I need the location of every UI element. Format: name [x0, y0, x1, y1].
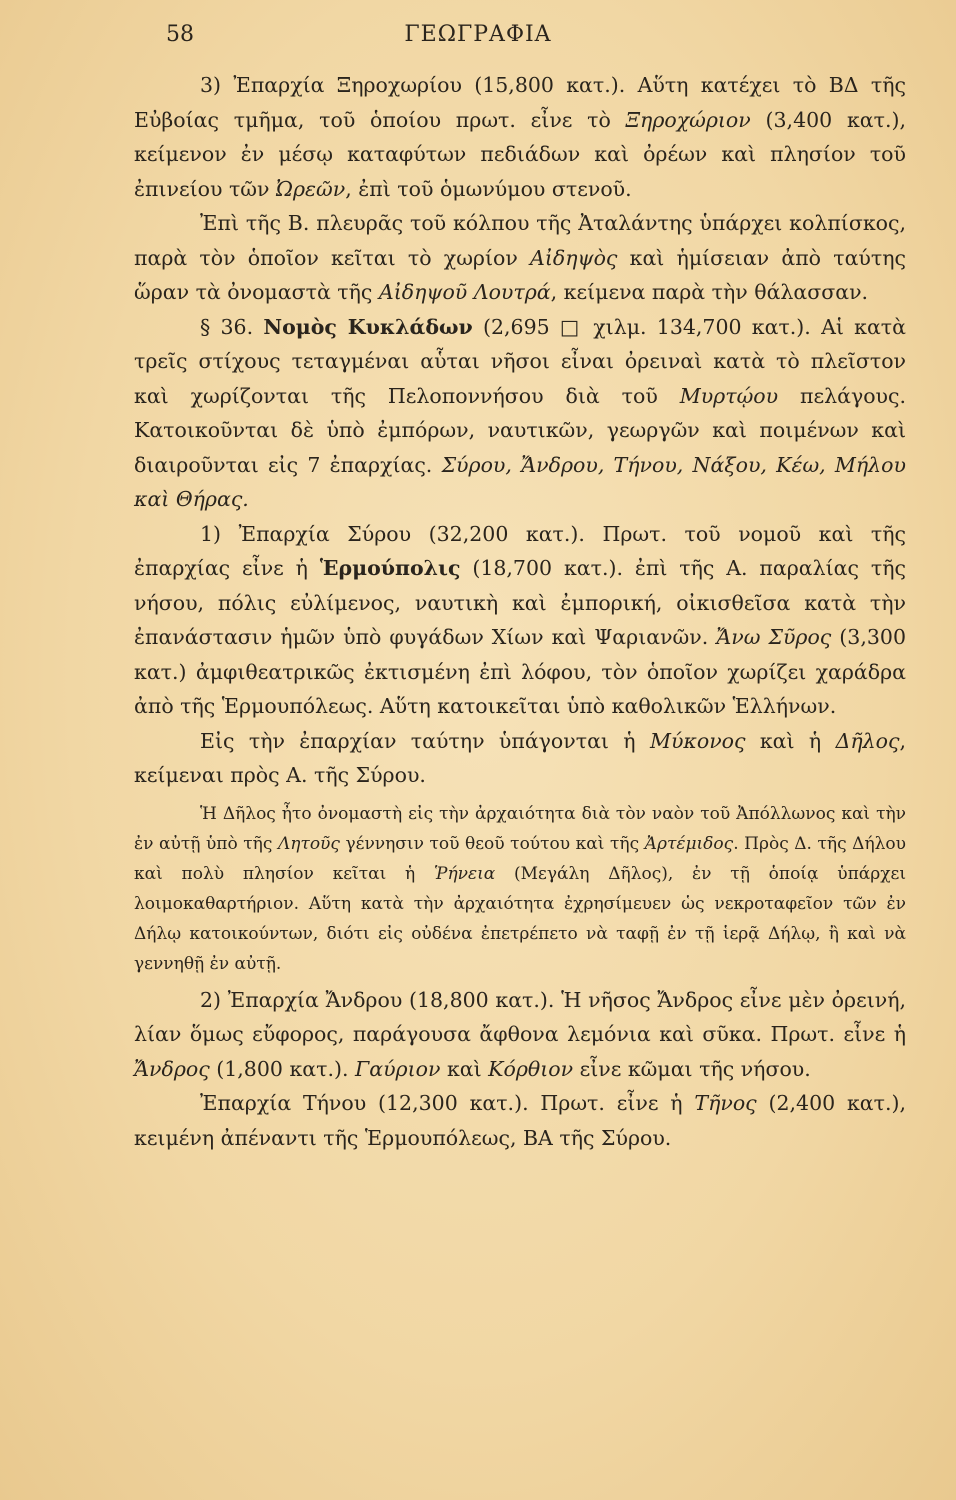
paragraph-tinos: Ἐπαρχία Τήνου (12,300 κατ.). Πρωτ. εἶνε ἡ Τῆνος (2,400 κατ.), κειμένη ἀπέναντι τῆς Ἑρμουπόλεως, ΒΑ τῆς Σύρου. [134, 1091, 907, 1150]
running-head: ΓΕΩΓΡΑΦΙΑ [404, 22, 552, 47]
section-heading: Νομὸς Κυκλάδων [263, 314, 473, 339]
note-delos: Ἡ Δῆλος ἦτο ὀνομαστὴ εἰς τὴν ἀρχαιότητα διὰ τὸν ναὸν τοῦ Ἀπόλλωνος καὶ τὴν ἐν αὐτῇ ὑπὸ τῆς Λητοῦς γέννησιν τοῦ θεοῦ τούτου καὶ τῆς Ἀρτέμιδος. Πρὸς Δ. τῆς Δήλου καὶ πολὺ πλησίον κεῖται ἡ Ῥήνεια (Μεγάλη Δῆλος), ἐν τῇ ὁποίᾳ ὑπάρχει λοιμοκαθαρτήριον. Αὕτη κατὰ τὴν ἀρχαιότητα ἐχρησίμευεν ὡς νεκροταφεῖον τῶν ἐν Δήλῳ κατοικούντων, διότι εἰς οὐδένα ἐπετρέπετο νὰ ταφῇ ἐν τῇ ἱερᾷ Δήλῳ, ἢ καὶ νὰ γεννηθῇ ἐν αὐτῇ. [134, 803, 906, 974]
body-text [134, 68, 906, 1155]
paragraph-mykonos-delos: Εἰς τὴν ἐπαρχίαν ταύτην ὑπάγονται ἡ Μύκονος καὶ ἡ Δῆλος, κείμεναι πρὸς Α. τῆς Σύρου. [134, 728, 907, 787]
page-number: 58 [166, 22, 194, 47]
paragraph-andros: 2) Ἐπαρχία Ἄνδρου (18,800 κατ.). Ἡ νῆσος Ἄνδρος εἶνε μὲν ὀρεινή, λίαν ὅμως εὔφορος, παράγουσα ἄφθονα λεμόνια καὶ σῦκα. Πρωτ. εἶνε ἡ Ἄνδρος (1,800 κατ.). Γαύριον καὶ Κόρθιον εἶνε κῶμαι τῆς νήσου. [134, 987, 906, 1081]
paragraph-xirochorion: 3) Ἐπαρχία Ξηροχωρίου (15,800 κατ.). Αὕτη κατέχει τὸ ΒΔ τῆς Εὐβοίας τμῆμα, τοῦ ὁποίου πρωτ. εἶνε τὸ Ξηροχώριον (3,400 κατ.), κείμενον ἐν μέσῳ καταφύτων πεδιάδων καὶ ὀρέων καὶ πλησίον τοῦ ἐπινείου τῶν Ὠρεῶν, ἐπὶ τοῦ ὁμωνύμου στενοῦ. [134, 73, 906, 201]
section-36-cyclades: § 36. Νομὸς Κυκλάδων (2,695 □ χιλμ. 134,700 κατ.). Αἱ κατὰ τρεῖς στίχους τεταγμέναι αὗται νῆσοι εἶναι ὀρειναὶ κατὰ τὸ πλεῖστον καὶ χωρίζονται τῆς Πελοποννήσου διὰ τοῦ Μυρτῴου πελάγους. Κατοικοῦνται δὲ ὑπὸ ἐμπόρων, ναυτικῶν, γεωργῶν καὶ ποιμένων καὶ διαιροῦνται εἰς 7 ἐπαρχίας. Σύρου, Ἄνδρου, Τήνου, Νάξου, Κέω, Μήλου καὶ Θήρας. [134, 314, 906, 511]
paragraph-aidipsos: Ἐπὶ τῆς Β. πλευρᾶς τοῦ κόλπου τῆς Ἀταλάντης ὑπάρχει κολπίσκος, παρὰ τὸν ὁποῖον κεῖται τὸ χωρίον Αἰδηψὸς καὶ ἡμίσειαν ἀπὸ ταύτης ὥραν τὰ ὀνομαστὰ τῆς Αἰδηψοῦ Λουτρά, κείμενα παρὰ τὴν θάλασσαν. [134, 211, 906, 304]
paragraph-syros: 1) Ἐπαρχία Σύρου (32,200 κατ.). Πρωτ. τοῦ νομοῦ καὶ τῆς ἐπαρχίας εἶνε ἡ Ἑρμούπολις (18,700 κατ.). ἐπὶ τῆς Α. παραλίας τῆς νήσου, πόλις εὐλίμενος, ναυτικὴ καὶ ἐμπορική, οἰκισθεῖσα κατὰ τὴν ἐπανάστασιν ἡμῶν ὑπὸ φυγάδων Χίων καὶ Ψαριανῶν. Ἄνω Σῦρος (3,300 κατ.) ἀμφιθεατρικῶς ἐκτισμένη ἐπὶ λόφου, τὸν ὁποῖον χωρίζει χαράδρα ἀπὸ τῆς Ἑρμουπόλεως. Αὕτη κατοικεῖται ὑπὸ καθολικῶν Ἑλλήνων. [134, 521, 906, 718]
